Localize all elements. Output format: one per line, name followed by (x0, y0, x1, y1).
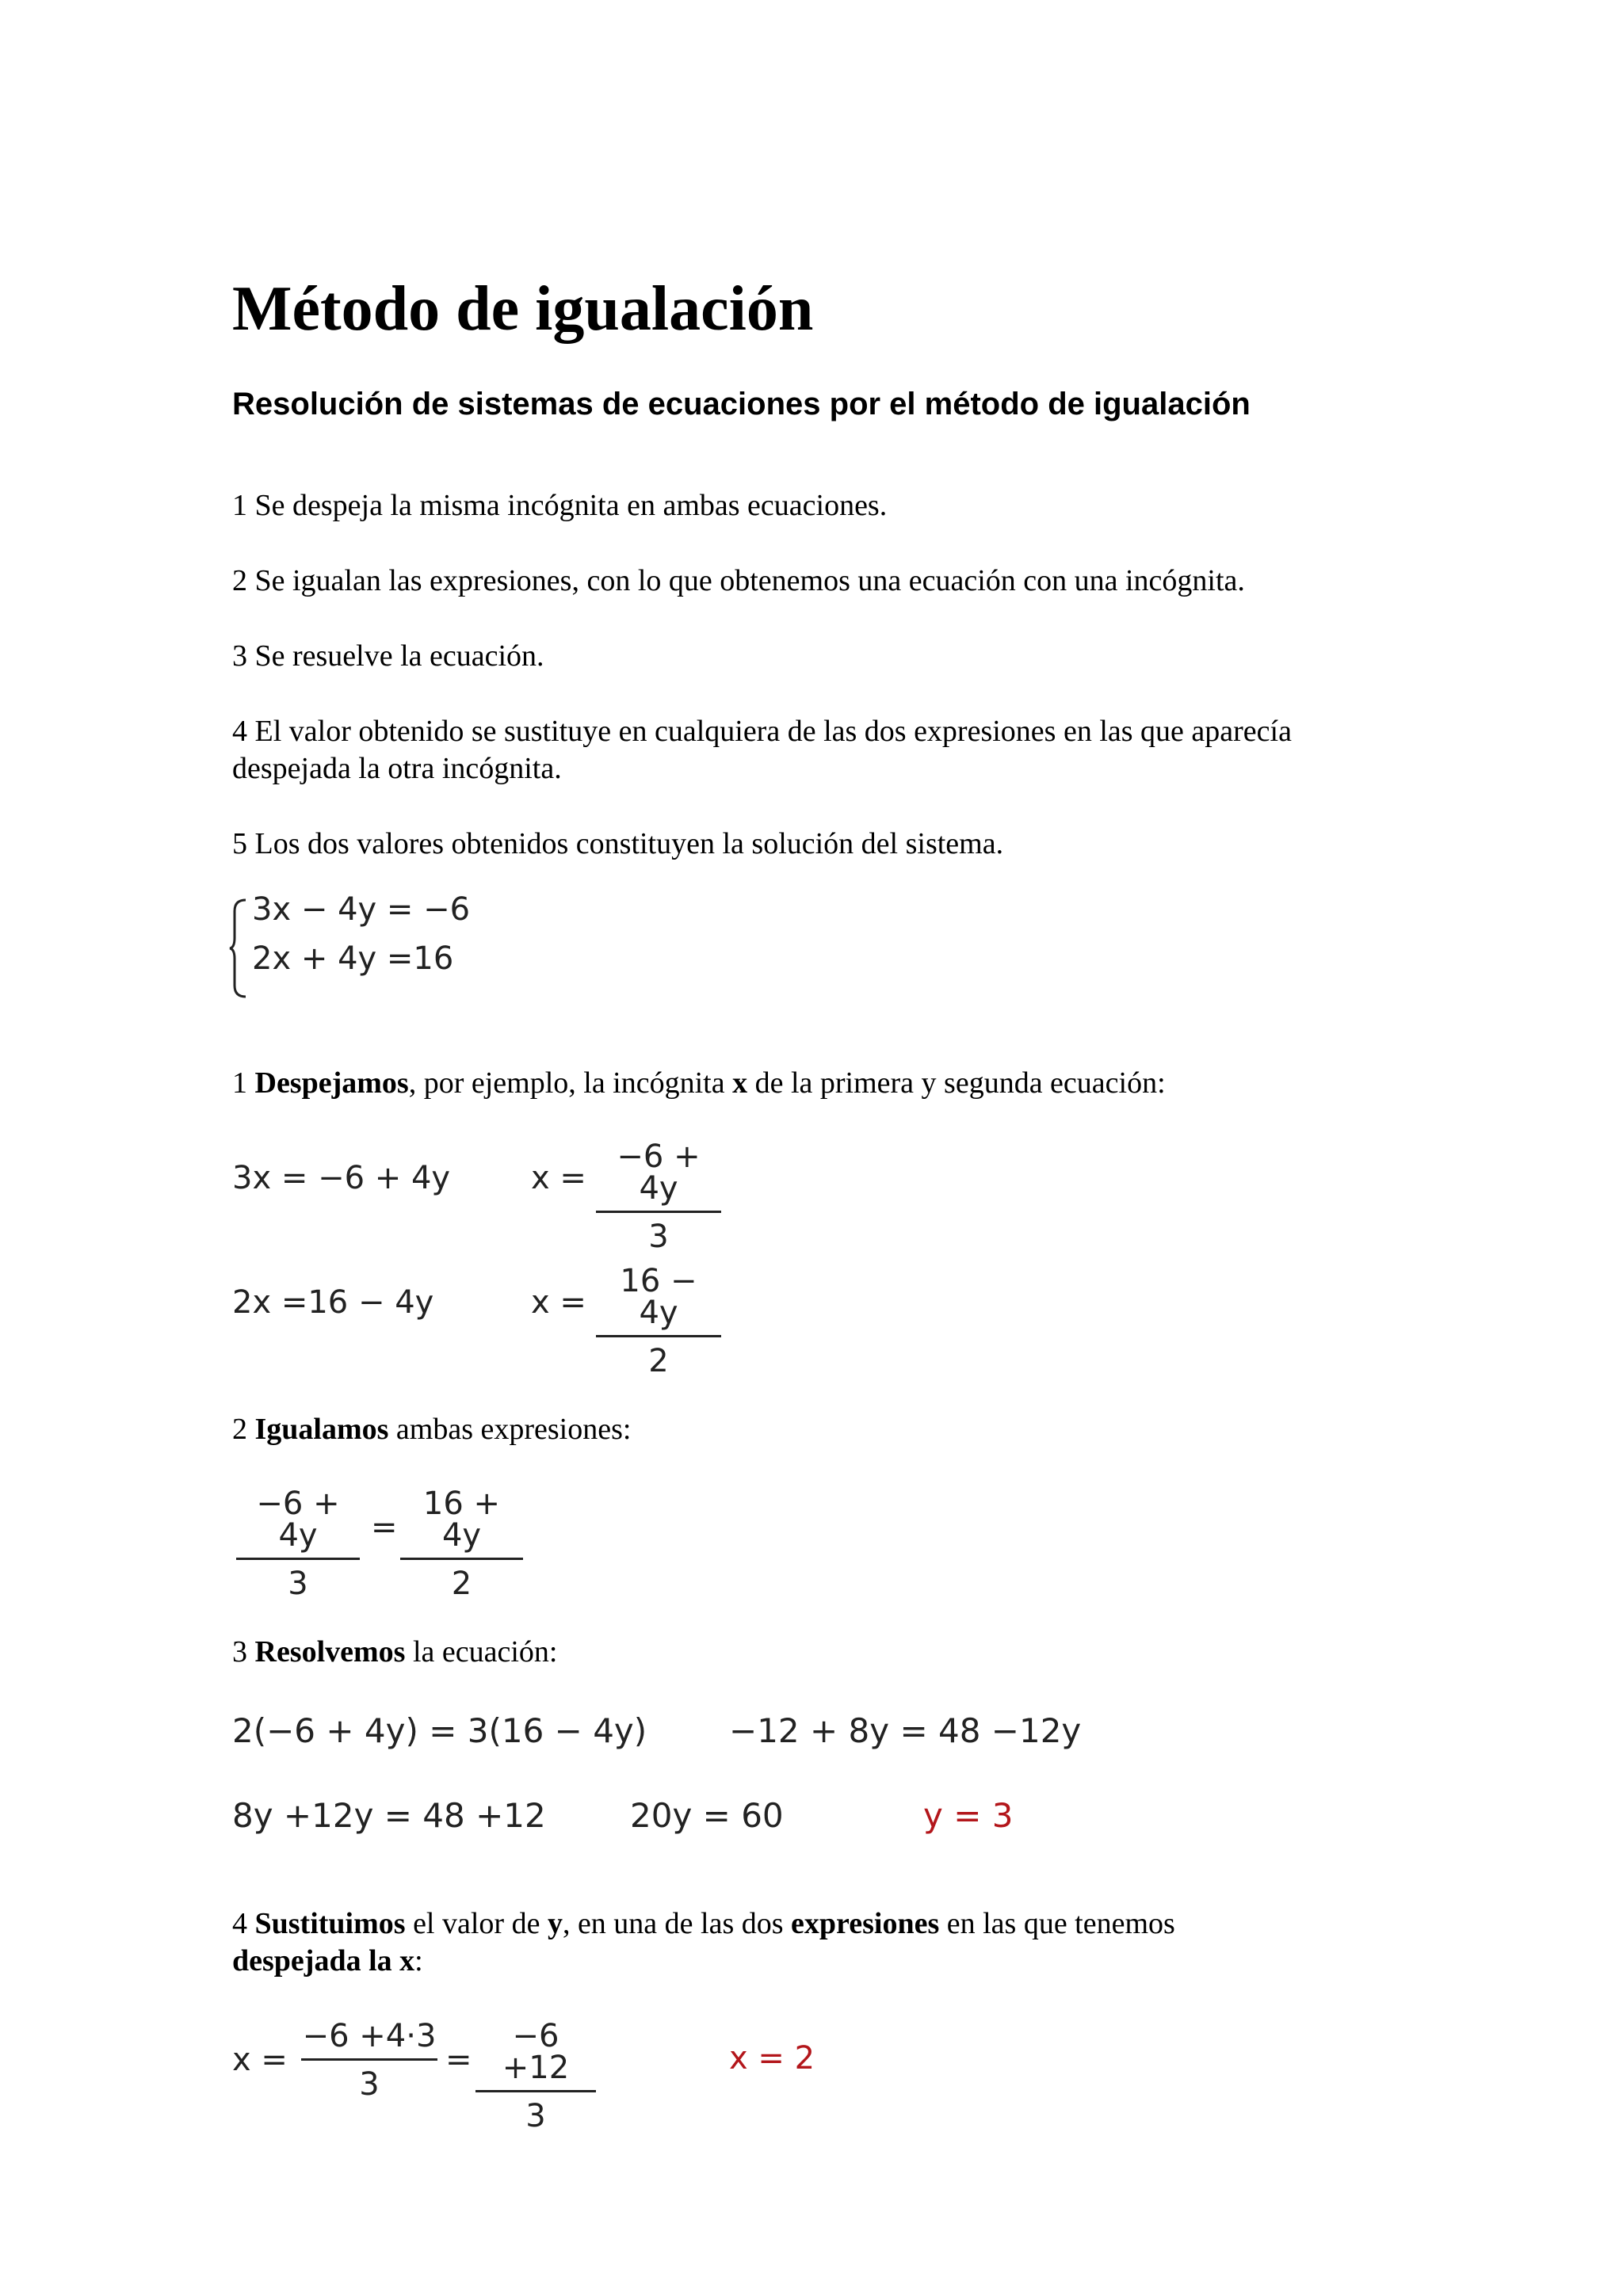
step2-fraction-left: −6 + 4y 3 (236, 1488, 360, 1600)
step2-fraction-right: 16 + 4y 2 (400, 1488, 523, 1600)
step4-result-x: x = 2 (729, 2040, 815, 2077)
page-subtitle: Resolución de sistemas de ecuaciones por el método de igualación (232, 387, 1251, 421)
step1-fraction-1: −6 + 4y 3 (596, 1141, 721, 1253)
step4-heading-line-1: 4 Sustituimos el valor de y, en una de las dos expresiones en las que tenemos (232, 1907, 1175, 1940)
step4-equals: = (445, 2042, 472, 2078)
page-title: Método de igualación (232, 274, 814, 344)
brace-icon (228, 897, 249, 1000)
step1-fraction-2: 16 − 4y 2 (596, 1265, 721, 1377)
step-text-3: 3 Se resuelve la ecuación. (232, 639, 544, 673)
step1-x-label-2: x = (531, 1284, 586, 1321)
step-text-4: 4 El valor obtenido se sustituye en cualquiera de las dos expresiones en las que aparecía (232, 715, 1292, 748)
step-text-5: 5 Los dos valores obtenidos constituyen la solución del sistema. (232, 827, 1004, 860)
step1-heading: 1 Despejamos, por ejemplo, la incógnita x de la primera y segunda ecuación: (232, 1066, 1166, 1100)
step3-equation-1: 2(−6 + 4y) = 3(16 − 4y) (232, 1711, 647, 1750)
step2-heading: 2 Igualamos ambas expresiones: (232, 1413, 632, 1446)
step-text-1: 1 Se despeja la misma incógnita en ambas ecuaciones. (232, 489, 888, 522)
step2-equals: = (371, 1509, 398, 1546)
step4-x-label: x = (232, 2042, 288, 2078)
step3-equation-2: −12 + 8y = 48 −12y (729, 1711, 1082, 1750)
step3-equation-4: 20y = 60 (630, 1796, 784, 1835)
step4-fraction-1: −6 +4·3 3 (302, 2018, 437, 2103)
system-equation-2: 2x + 4y =16 (252, 940, 454, 977)
step3-result-y: y = 3 (923, 1796, 1014, 1835)
step1-equation-1: 3x = −6 + 4y (232, 1160, 451, 1196)
step-text-2: 2 Se igualan las expresiones, con lo que obtenemos una ecuación con una incógnita. (232, 564, 1245, 597)
step3-heading: 3 Resolvemos la ecuación: (232, 1635, 558, 1669)
step1-equation-2: 2x =16 − 4y (232, 1284, 434, 1321)
step4-heading-line-2: despejada la x: (232, 1944, 423, 1978)
step3-equation-3: 8y +12y = 48 +12 (232, 1796, 546, 1835)
step4-fraction-2: −6 +12 3 (475, 2020, 596, 2132)
step1-x-label-1: x = (531, 1160, 586, 1196)
step-text-4-cont: despejada la otra incógnita. (232, 752, 562, 785)
system-equation-1: 3x − 4y = −6 (252, 891, 471, 928)
